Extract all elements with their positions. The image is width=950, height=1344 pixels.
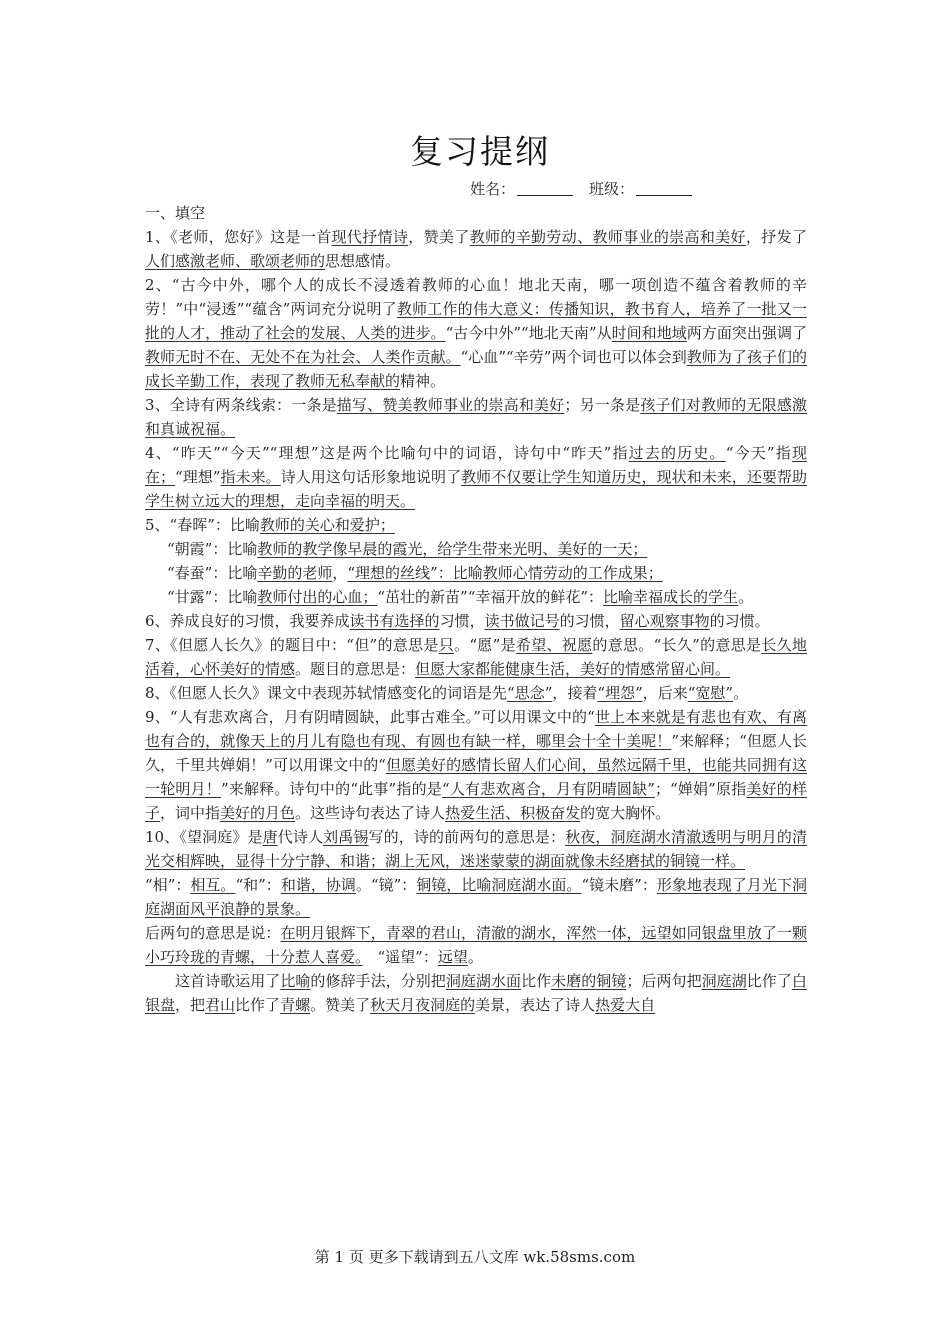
item-10-rhetoric: 这首诗歌运用了比喻的修辞手法，分别把洞庭湖水面比作未磨的铜镜；后两句把洞庭湖比作了白银盘，把君山比作了青螺。赞美了秋天月夜洞庭的美景，表达了诗人热爱大自 xyxy=(145,972,807,1014)
section-heading: 一、填空 xyxy=(145,204,206,222)
item-5-chunhui: 5、“春晖”：比喻教师的关心和爱护； xyxy=(145,516,395,534)
item-10-latter: 后两句的意思是说：在明月银辉下，青翠的君山，清澈的湖水，浑然一体，远望如同银盘里放了一颗小巧玲珑的青螺，十分惹人喜爱。 “遥望”：远望。 xyxy=(145,924,807,966)
item-5-chuncan: “春蚕”：比喻辛勤的老师，“理想的丝线”：比喻教师心情劳动的工作成果； xyxy=(167,564,663,582)
item-9: 9、“人有悲欢离合，月有阴晴圆缺，此事古难全。”可以用课文中的“世上本来就是有悲也有欢、有离也有合的，就像天上的月儿有隐也有现、有圆也有缺一样，哪里会十全十美呢！”来解释；“但愿人长久，千里共婵娟！”可以用课文中的“但愿美好的感情长留人们心间，虽然远隔千里，也能共同拥有这一轮明月！”来解释。诗句中的“此事”指的是“人有悲欢离合，月有阴晴圆缺”；“婵娟”原指美好的样子，词中指美好的月色。这些诗句表达了诗人热爱生活、积极奋发的宽大胸怀。 xyxy=(145,708,807,822)
page-title: 复习提纲 xyxy=(410,132,550,171)
item-6: 6、养成良好的习惯，我要养成读书有选择的习惯，读书做记号的习惯，留心观察事物的习惯。 xyxy=(145,612,770,630)
item-4: 4、“昨天”“今天”“理想”这是两个比喻句中的词语，诗句中“昨天”指过去的历史。“今天”指现在；“理想”指未来。诗人用这句话形象地说明了教师不仅要让学生知道历史，现状和未来，还要帮助学生树立远大的理想，走向幸福的明天。 xyxy=(145,444,807,510)
item-5-zhaoxia: “朝霞”：比喻教师的教学像早晨的霞光，给学生带来光明、美好的一天； xyxy=(167,540,648,558)
page-footer: 第 1 页 更多下载请到五八文库 wk.58sms.com xyxy=(314,1248,636,1266)
class-label: 班级： xyxy=(589,180,635,198)
name-blank xyxy=(517,181,573,196)
class-blank xyxy=(636,181,692,196)
item-8: 8、《但愿人长久》课文中表现苏轼情感变化的词语是先“思念”，接着“埋怨”，后来“宽慰”。 xyxy=(145,684,749,702)
item-3: 3、全诗有两条线索：一条是描写、赞美教师事业的崇高和美好；另一条是孩子们对教师的无限感激和真诚祝福。 xyxy=(145,396,807,438)
item-1: 1、《老师，您好》这是一首现代抒情诗，赞美了教师的辛勤劳动、教师事业的崇高和美好，抒发了人们感激老师、歌颂老师的思想感情。 xyxy=(145,228,807,270)
item-2: 2、“古今中外，哪个人的成长不浸透着教师的心血！地北天南，哪一项创造不蕴含着教师的辛劳！”中“浸透”“蕴含”两词充分说明了教师工作的伟大意义：传播知识，教书育人，培养了一批又一批的人才，推动了社会的发展、人类的进步。“古今中外”“地北天南”从时间和地域两方面突出强调了教师无时不在、无处不在为社会、人类作贡献。“心血”“辛劳”两个词也可以体会到教师为了孩子们的成长辛勤工作，表现了教师无私奉献的精神。 xyxy=(145,276,807,390)
document-body xyxy=(145,201,807,1017)
student-info xyxy=(470,178,694,199)
item-10-words: “相”：相互。“和”：和谐，协调。“镜”：铜镜，比喻洞庭湖水面。“镜未磨”：形象地表现了月光下洞庭湖面风平浪静的景象。 xyxy=(145,876,807,918)
item-10: 10、《望洞庭》是唐代诗人刘禹锡写的，诗的前两句的意思是：秋夜，洞庭湖水清澈透明与明月的清光交相辉映，显得十分宁静、和谐；湖上无风，迷迷蒙蒙的湖面就像未经磨拭的铜镜一样。 xyxy=(145,828,807,870)
name-label: 姓名： xyxy=(470,180,516,198)
item-7: 7、《但愿人长久》的题目中：“但”的意思是只。“愿”是希望、祝愿的意思。“长久”的意思是长久地活着，心怀美好的情感。题目的意思是：但愿大家都能健康生活，美好的情感常留心间。 xyxy=(145,636,807,678)
item-5-ganlu: “甘露”：比喻教师付出的心血；“茁壮的新苗”“幸福开放的鲜花”：比喻幸福成长的学生。 xyxy=(167,588,754,606)
